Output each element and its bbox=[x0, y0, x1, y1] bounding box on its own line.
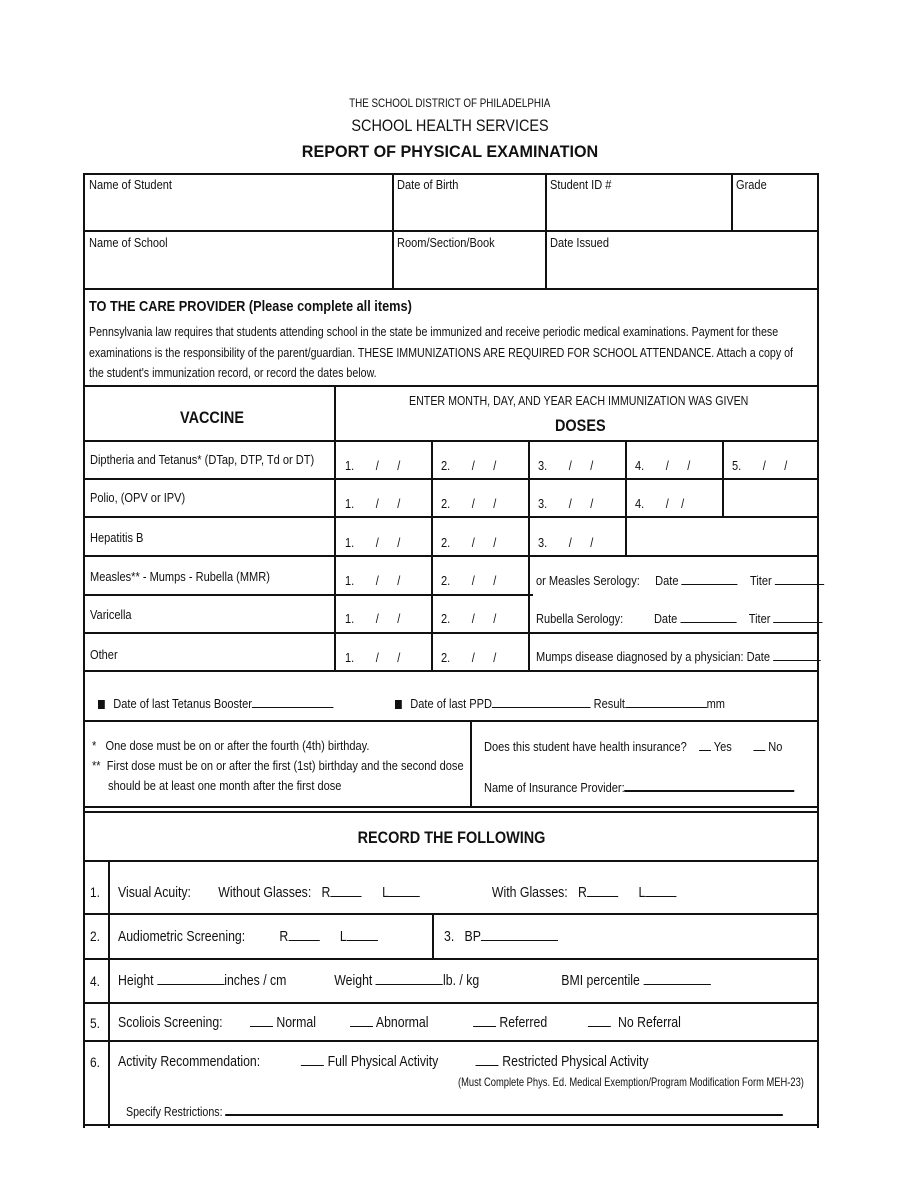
scoliosis-normal-checkbox[interactable] bbox=[250, 1014, 273, 1027]
care-provider-text-3: the student's immunization record, or record the dates below. bbox=[89, 365, 377, 380]
tetanus-booster: Date of last Tetanus Booster bbox=[98, 695, 334, 711]
name-of-school-label: Name of School bbox=[89, 235, 168, 250]
full-activity-checkbox[interactable] bbox=[301, 1053, 324, 1066]
page-title: REPORT OF PHYSICAL EXAMINATION bbox=[301, 142, 599, 161]
care-provider-text-2: examinations is the responsibility of the parent/guardian. THESE IMMUNIZATIONS ARE REQUIRED FOR SCHOOL ATTENDANCE. Attach a copy of bbox=[89, 345, 794, 360]
scoliosis-screening: Scoliois Screening: Normal Abnormal Referred No Referral bbox=[118, 1014, 681, 1031]
grade-label: Grade bbox=[736, 177, 767, 192]
hepb-dose-1[interactable]: 1. / / bbox=[345, 535, 401, 550]
record-heading: RECORD THE FOLLOWING bbox=[357, 828, 545, 847]
note-first-dose: ** First dose must be on or after the first (1st) birthday and the second dose bbox=[92, 758, 464, 773]
insurance-provider-field[interactable] bbox=[625, 778, 795, 792]
varicella-dose-2[interactable]: 2. / / bbox=[441, 611, 497, 626]
vaccine-varicella: Varicella bbox=[90, 607, 132, 622]
grade-field[interactable] bbox=[734, 195, 815, 228]
insurance-yes-checkbox[interactable] bbox=[699, 738, 711, 751]
polio-dose-4[interactable]: 4. / / bbox=[635, 496, 685, 511]
varicella-dose-1[interactable]: 1. / / bbox=[345, 611, 401, 626]
blood-pressure: 3. BP bbox=[444, 928, 558, 945]
date-of-birth-field[interactable] bbox=[395, 195, 543, 228]
measles-serology: or Measles Serology: Date Titer bbox=[536, 572, 824, 588]
polio-dose-3[interactable]: 3. / / bbox=[538, 496, 594, 511]
height-weight: Height inches / cm Weight lb. / kg BMI percentile bbox=[118, 972, 711, 989]
scoliosis-no-referral-checkbox[interactable] bbox=[588, 1014, 611, 1027]
vaccine-polio: Polio, (OPV or IPV) bbox=[90, 490, 186, 505]
audio-r-field[interactable] bbox=[288, 928, 319, 941]
date-of-birth-label: Date of Birth bbox=[397, 177, 459, 192]
visual-with-l-field[interactable] bbox=[645, 884, 676, 897]
audiometric-screening: Audiometric Screening: R L bbox=[118, 928, 378, 945]
vaccine-other: Other bbox=[90, 647, 118, 662]
hepb-dose-2[interactable]: 2. / / bbox=[441, 535, 497, 550]
height-field[interactable] bbox=[157, 972, 224, 985]
scoliosis-referred-checkbox[interactable] bbox=[473, 1014, 496, 1027]
restrictions-field[interactable] bbox=[226, 1102, 784, 1116]
room-section-book-field[interactable] bbox=[395, 253, 543, 286]
dtap-dose-2[interactable]: 2. / / bbox=[441, 458, 497, 473]
visual-with-r-field[interactable] bbox=[587, 884, 618, 897]
visual-without-l-field[interactable] bbox=[389, 884, 420, 897]
care-provider-text-1: Pennsylvania law requires that students attending school in the state be immunized and receive periodic medical examinations. Payment for these bbox=[89, 324, 779, 339]
restricted-activity-checkbox[interactable] bbox=[476, 1053, 499, 1066]
row-number: 2. bbox=[90, 928, 100, 944]
polio-dose-2[interactable]: 2. / / bbox=[441, 496, 497, 511]
dtap-dose-3[interactable]: 3. / / bbox=[538, 458, 594, 473]
visual-acuity: Visual Acuity: Without Glasses: R L With Glasses: R L bbox=[118, 884, 677, 901]
rubella-serology-date-field[interactable] bbox=[680, 610, 736, 623]
mumps-disease-date-field[interactable] bbox=[773, 648, 821, 661]
ppd-test: Date of last PPD Result mm bbox=[395, 695, 725, 711]
mumps-disease: Mumps disease diagnosed by a physician: Date bbox=[536, 648, 821, 664]
bp-field[interactable] bbox=[481, 928, 558, 941]
immunization-instruction: ENTER MONTH, DAY, AND YEAR EACH IMMUNIZATION WAS GIVEN bbox=[409, 393, 749, 408]
vaccine-dtap: Diptheria and Tetanus* (DTap, DTP, Td or DT) bbox=[90, 452, 315, 467]
date-issued-field[interactable] bbox=[548, 253, 815, 286]
row-number: 1. bbox=[90, 884, 100, 900]
note-second-dose: should be at least one month after the first dose bbox=[108, 778, 342, 793]
activity-recommendation: Activity Recommendation: Full Physical Activity Restricted Physical Activity bbox=[118, 1053, 649, 1070]
vaccine-mmr: Measles** - Mumps - Rubella (MMR) bbox=[90, 569, 270, 584]
student-id-label: Student ID # bbox=[550, 177, 612, 192]
specify-restrictions: Specify Restrictions: bbox=[126, 1102, 783, 1119]
measles-serology-date-field[interactable] bbox=[682, 572, 738, 585]
row-number: 5. bbox=[90, 1015, 100, 1031]
measles-serology-titer-field[interactable] bbox=[775, 572, 824, 585]
district-name: THE SCHOOL DISTRICT OF PHILADELPHIA bbox=[349, 96, 551, 110]
ppd-result-field[interactable] bbox=[625, 695, 707, 708]
bullet-icon bbox=[395, 700, 402, 709]
weight-field[interactable] bbox=[376, 972, 443, 985]
other-dose-1[interactable]: 1. / / bbox=[345, 650, 401, 665]
insurance-provider: Name of Insurance Provider: bbox=[484, 778, 795, 795]
insurance-no-checkbox[interactable] bbox=[753, 738, 765, 751]
vaccine-column-header: VACCINE bbox=[180, 408, 244, 427]
row-number: 4. bbox=[90, 973, 100, 989]
department-name: SCHOOL HEALTH SERVICES bbox=[351, 116, 549, 135]
ppd-date-field[interactable] bbox=[492, 695, 591, 708]
note-one-dose: * One dose must be on or after the fourth (4th) birthday. bbox=[92, 738, 370, 753]
room-section-book-label: Room/Section/Book bbox=[397, 235, 495, 250]
name-of-school-field[interactable] bbox=[86, 253, 390, 286]
rubella-serology-titer-field[interactable] bbox=[774, 610, 823, 623]
name-of-student-label: Name of Student bbox=[89, 177, 172, 192]
polio-dose-1[interactable]: 1. / / bbox=[345, 496, 401, 511]
form-note: (Must Complete Phys. Ed. Medical Exemption/Program Modification Form MEH-23) bbox=[458, 1075, 804, 1089]
student-id-field[interactable] bbox=[548, 195, 729, 228]
audio-l-field[interactable] bbox=[347, 928, 378, 941]
date-issued-label: Date Issued bbox=[550, 235, 609, 250]
mmr-dose-1[interactable]: 1. / / bbox=[345, 573, 401, 588]
name-of-student-field[interactable] bbox=[86, 195, 390, 228]
rubella-serology: Rubella Serology: Date Titer bbox=[536, 610, 823, 626]
bullet-icon bbox=[98, 700, 105, 709]
tetanus-booster-date-field[interactable] bbox=[252, 695, 334, 708]
other-dose-2[interactable]: 2. / / bbox=[441, 650, 497, 665]
care-provider-heading: TO THE CARE PROVIDER (Please complete all items) bbox=[89, 298, 412, 315]
doses-column-header: DOSES bbox=[555, 416, 606, 435]
row-number: 6. bbox=[90, 1054, 100, 1070]
visual-without-r-field[interactable] bbox=[330, 884, 361, 897]
scoliosis-abnormal-checkbox[interactable] bbox=[350, 1014, 373, 1027]
mmr-dose-2[interactable]: 2. / / bbox=[441, 573, 497, 588]
bmi-field[interactable] bbox=[643, 972, 710, 985]
insurance-question: Does this student have health insurance? Yes No bbox=[484, 739, 783, 754]
vaccine-hepatitis-b: Hepatitis B bbox=[90, 530, 144, 545]
dtap-dose-4[interactable]: 4. / / bbox=[635, 458, 691, 473]
dtap-dose-5[interactable]: 5. / / bbox=[732, 458, 788, 473]
hepb-dose-3[interactable]: 3. / / bbox=[538, 535, 594, 550]
dtap-dose-1[interactable]: 1. / / bbox=[345, 458, 401, 473]
